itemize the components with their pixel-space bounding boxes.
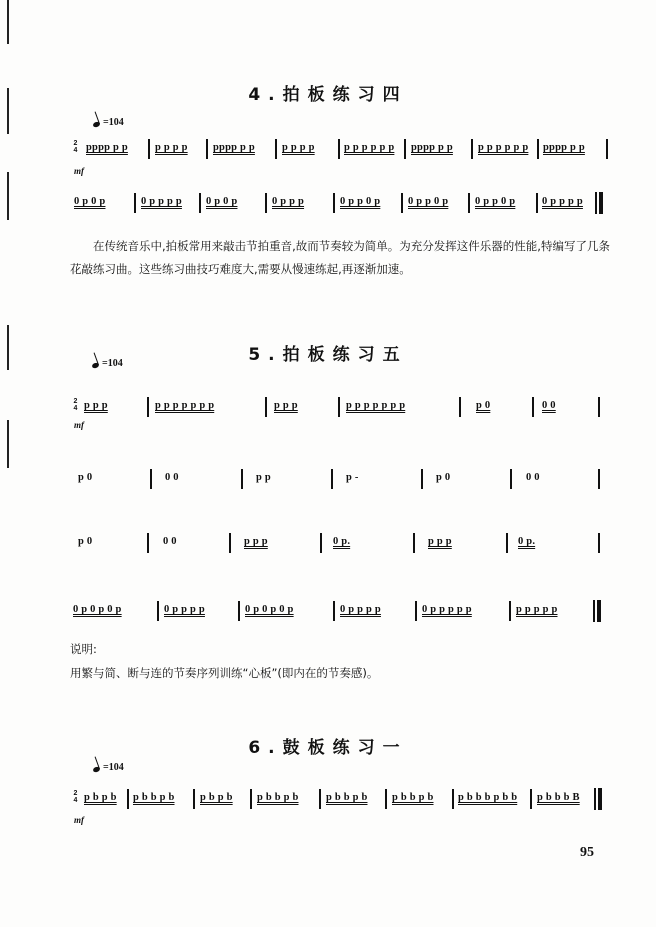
measure: p p p [428,536,452,547]
measure: p p p [274,400,298,411]
measure: pppp p p [213,142,255,153]
measure: p p [256,472,271,483]
measure: 0 0 [526,472,540,483]
measure: 0 p p p p [542,196,583,207]
barline [241,469,243,489]
barline [134,193,136,213]
barline [459,397,461,417]
measure: 0 0 [542,400,556,411]
score-row [0,533,656,555]
measure: p b b p b [392,792,434,803]
barline [415,601,417,621]
barline [319,789,321,809]
barline [598,469,600,489]
page-number: 95 [580,845,594,860]
measure: pppp p p [543,142,585,153]
measure: 0 0 [163,536,177,547]
measure: p b p b [84,792,117,803]
barline [193,789,195,809]
tempo-marking: =104 [93,117,124,128]
barline [250,789,252,809]
measure: p p p p p p p [155,400,215,411]
final-barline [597,600,601,622]
measure: 0 0 [165,472,179,483]
barline [537,139,539,159]
measure: p p p p [155,142,188,153]
score-row [0,601,656,623]
barline [506,533,508,553]
barline [401,193,403,213]
measure: p 0 [78,472,93,483]
measure: pppp p p [86,142,128,153]
barline [530,789,532,809]
barline [468,193,470,213]
barline [127,789,129,809]
quarter-note-icon [91,362,99,369]
barline [385,789,387,809]
note-label: 说明: [70,642,97,656]
final-barline [599,192,603,214]
time-signature: 2 4 [73,398,78,412]
dynamic-marking: mf [74,815,84,825]
final-barline [593,600,595,622]
barline [229,533,231,553]
measure: 0 p p p p p [422,604,472,615]
measure: p p p [244,536,268,547]
measure: p b b b p b b [458,792,518,803]
measure: 0 p p p p [340,604,381,615]
measure: p p p p p p [344,142,395,153]
barline [452,789,454,809]
measure: p 0 [436,472,451,483]
barline [320,533,322,553]
barline [536,193,538,213]
measure: 0 p p p p [141,196,182,207]
note-text: 用繁与简、断与连的节奏序列训练“心板”(即内在的节奏感)。 [70,666,379,680]
measure: 0 p. [518,536,536,547]
barline [147,397,149,417]
barline [275,139,277,159]
measure: p b p b [200,792,233,803]
final-barline [594,788,596,810]
section-title: 6.鼓板练习一 [248,738,408,758]
measure: 0 p 0 p 0 p [245,604,294,615]
barline [413,533,415,553]
dynamic-marking: mf [74,420,84,430]
measure: p p p p p p [478,142,529,153]
measure: 0 p p p p [164,604,205,615]
binding-mark [7,0,9,44]
score-row [0,789,656,811]
measure: p - [346,472,359,483]
description-paragraph: 在传统音乐中,拍板常用来敲击节拍重音,故而节奏较为简单。为充分发挥这件乐器的性能,特编写了几条花敲练习曲。这些练习曲技巧难度大,需要从慢速练起,再逐渐加速。 [70,239,610,276]
score-row [0,139,656,161]
barline [333,601,335,621]
barline [148,139,150,159]
time-signature: 2 4 [73,790,78,804]
barline [150,469,152,489]
barline [206,139,208,159]
barline [238,601,240,621]
quarter-note-icon [92,121,100,128]
score-row [0,193,656,215]
measure: 0 p p 0 p [475,196,516,207]
measure: p b b p b [257,792,299,803]
barline [509,601,511,621]
barline [510,469,512,489]
barline [333,193,335,213]
measure: pppp p p [411,142,453,153]
barline [338,397,340,417]
barline [404,139,406,159]
barline [265,397,267,417]
dynamic-marking: mf [74,166,84,176]
barline [598,397,600,417]
measure: p 0 [78,536,93,547]
barline [157,601,159,621]
barline [147,533,149,553]
binding-mark [7,420,9,468]
final-barline [598,788,602,810]
measure: 0 p 0 p [74,196,106,207]
measure: 0 p p 0 p [408,196,449,207]
measure: 0 p 0 p 0 p [73,604,122,615]
barline [471,139,473,159]
section-title: 5.拍板练习五 [248,345,408,365]
barline [265,193,267,213]
barline [598,533,600,553]
final-barline [595,192,597,214]
quarter-note-icon [92,766,100,773]
tempo-marking: =104 [93,762,124,773]
measure: p b b b B [537,792,580,803]
measure: p 0 [476,400,491,411]
barline [338,139,340,159]
measure: 0 p p p [272,196,305,207]
measure: p b b p b [133,792,175,803]
barline [532,397,534,417]
score-row [0,397,656,419]
measure: 0 p. [333,536,351,547]
measure: p p p p p [516,604,558,615]
measure: p p p [84,400,108,411]
tempo-marking: =104 [92,358,123,369]
measure: p p p p [282,142,315,153]
measure: 0 p 0 p [206,196,238,207]
measure: p b b p b [326,792,368,803]
time-signature: 2 4 [73,140,78,154]
measure: p p p p p p p [346,400,406,411]
measure: 0 p p 0 p [340,196,381,207]
score-row [0,469,656,491]
barline [199,193,201,213]
section-title: 4.拍板练习四 [248,85,408,105]
barline [421,469,423,489]
barline [331,469,333,489]
barline [606,139,608,159]
